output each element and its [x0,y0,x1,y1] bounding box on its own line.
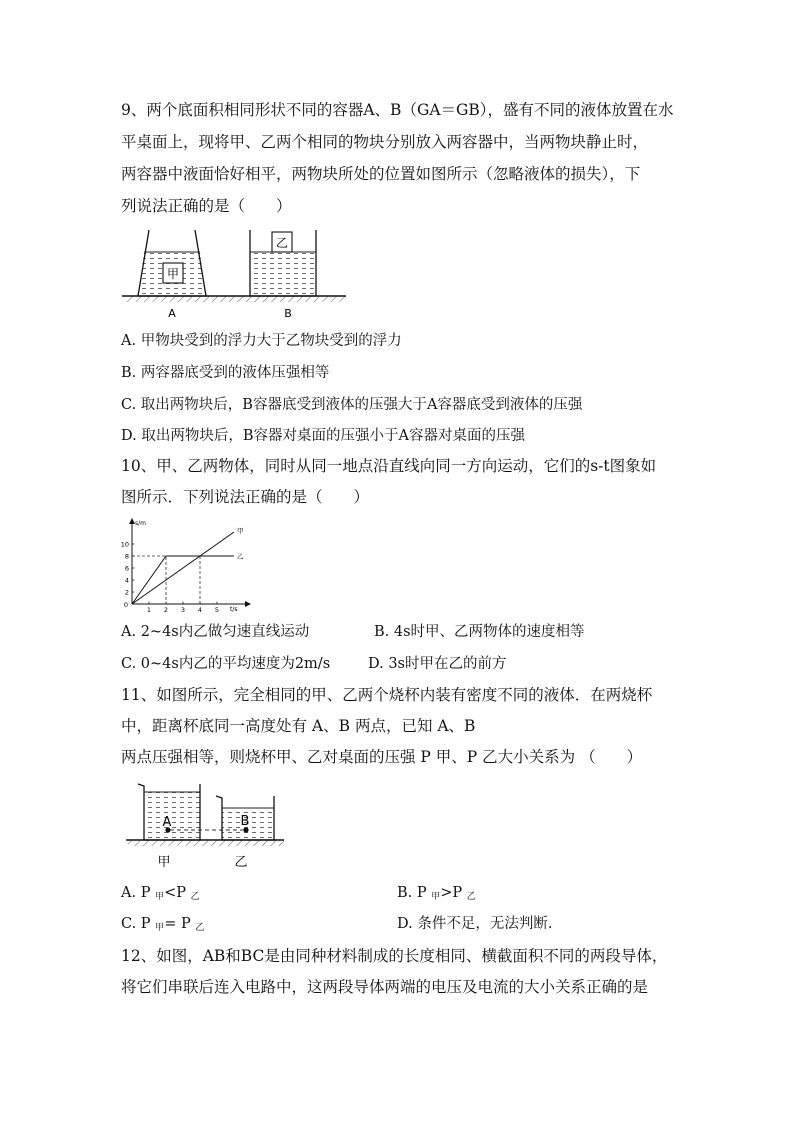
q11-option-c [121,914,204,938]
q11-point-b-label: B [240,814,250,829]
q11-option-a-mid: <P [164,885,191,901]
y-axis-label: s/m [135,520,146,527]
q11-liquid-left [144,792,200,840]
x-tick-label-5: 5 [214,606,220,614]
q11-option-b-mid: >P [440,885,467,901]
q12-line-2: 将它们串联后连入电路中，这两段导体两端的电压及电流的大小关系正确的是 [121,978,649,996]
y-tick-label-6: 6 [124,564,129,573]
q11-beakers-figure [124,780,288,872]
q11-line-3: 两点压强相等，则烧杯甲、乙对桌面的压强 P 甲、P 乙大小关系为 （ ） [121,748,643,766]
series-label-jia: 甲 [237,527,244,535]
x-tick-label-2: 2 [163,606,169,614]
q12-line-1: 12、如图，AB和BC是由同种材料制成的长度相同、横截面积不同的两段导体， [121,947,668,965]
q9-line-2: 平桌面上，现将甲、乙两个相同的物块分别放入两容器中，当两物块静止时， [121,133,649,151]
q11-option-a [121,883,200,907]
q9-option-a: A. 甲物块受到的浮力大于乙物块受到的浮力 [121,333,402,349]
q9-label-a: A [168,307,176,320]
q11-label-yi: 乙 [234,855,248,870]
y-tick-label-10: 10 [120,540,129,549]
q10-option-c: C. 0~4s内乙的平均速度为2m/s [121,656,331,672]
q9-line-4: 列说法正确的是（ ） [121,197,292,215]
q9-option-c: C. 取出两物块后，B容器底受到液体的压强大于A容器底受到液体的压强 [121,397,583,413]
q11-option-a-sub2: 乙 [190,892,200,902]
q11-table-hatch [128,840,284,846]
q10-line-2: 图所示．下列说法正确的是（ ） [121,488,370,506]
q9-option-d: D. 取出两物块后，B容器对桌面的压强小于A容器对桌面的压强 [121,428,525,444]
q10-option-b: B. 4s时甲、乙两物体的速度相等 [374,624,585,640]
q9-containers-figure [118,226,352,322]
q9-liquid-b [250,252,316,296]
q11-option-c-sub2: 乙 [195,923,205,933]
q11-line-1: 11、如图所示，完全相同的甲、乙两个烧杯内装有密度不同的液体．在两烧杯 [121,686,653,704]
x-axis-label: t/s [230,606,238,613]
y-tick-label-8: 8 [124,552,129,561]
q11-option-b-sub1: 甲 [431,892,441,902]
q11-option-b-prefix: B. P [397,885,432,901]
q9-block-yi-label: 乙 [275,236,289,250]
q9-line-1: 9、两个底面积相同形状不同的容器A、B（GA＝GB），盛有不同的液体放置在水 [121,101,674,119]
q11-option-b [397,883,476,907]
q10-option-a: A. 2~4s内乙做匀速直线运动 [121,624,310,640]
q11-option-b-sub2: 乙 [466,892,476,902]
x-tick-label-3: 3 [180,606,186,614]
origin-label: 0 [123,601,129,609]
q9-table-hatch [124,296,346,302]
x-tick-label-1: 1 [146,606,152,614]
q9-option-b: B. 两容器底受到的液体压强相等 [121,365,330,381]
q11-label-jia: 甲 [157,855,171,870]
series-line-yi [132,556,234,604]
q9-line-3: 两容器中液面恰好相平，两物块所处的位置如图所示（忽略液体的损失），下 [121,165,641,183]
q11-option-c-sub1: 甲 [155,923,165,933]
q10-option-d: D. 3s时甲在乙的前方 [368,656,507,672]
q10-line-1: 10、甲、乙两物体，同时从同一地点沿直线向同一方向运动，它们的s-t图象如 [121,457,657,475]
q9-block-jia-label: 甲 [166,267,180,281]
q9-label-b: B [284,307,292,320]
y-tick-label-2: 2 [124,588,129,597]
st-graph [118,516,260,616]
q11-option-a-prefix: A. P [121,885,156,901]
q11-point-a-label: A [162,815,172,830]
x-tick-label-4: 4 [197,606,203,614]
q11-option-d [397,914,552,934]
series-line-jia [132,532,234,604]
q11-option-d-text: D. 条件不足，无法判断. [397,916,553,932]
q11-option-c-prefix: C. P [121,916,156,932]
q11-option-a-sub1: 甲 [155,892,165,902]
y-tick-label-4: 4 [124,576,129,585]
series-label-yi: 乙 [237,552,244,561]
q11-option-c-mid: = P [164,916,196,932]
q11-line-2: 中，距离杯底同一高度处有 A、B 两点，已知 A、B [121,717,476,735]
